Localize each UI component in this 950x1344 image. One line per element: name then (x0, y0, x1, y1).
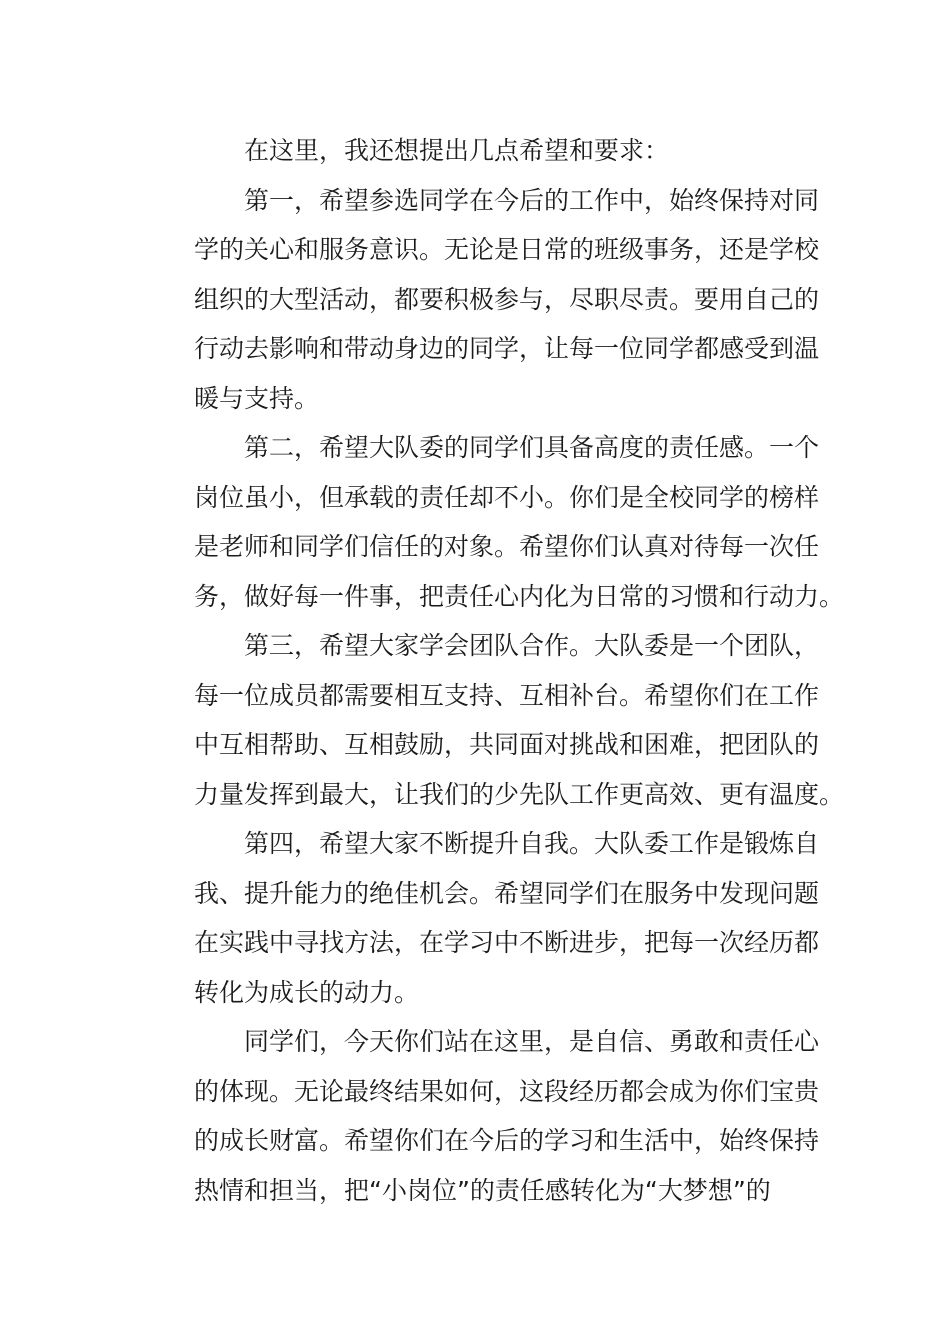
text-line: 中互相帮助、互相鼓励，共同面对挑战和困难，把团队的 (194, 730, 820, 759)
paragraph-first-hope (144, 176, 820, 424)
text-line: 行动去影响和带动身边的同学，让每一位同学都感受到温 (194, 334, 820, 363)
text-line: 组织的大型活动，都要积极参与，尽职尽责。要用自己的 (194, 284, 820, 314)
paragraph-second-hope (144, 423, 845, 621)
text-line: 务，做好每一件事，把责任心内化为日常的习惯和行动力。 (194, 581, 845, 611)
text-line: 第二，希望大队委的同学们具备高度的责任感。一个 (244, 433, 820, 462)
text-line: 第一，希望参选同学在今后的工作中，始终保持对同 (244, 185, 820, 215)
text-line: 同学们，今天你们站在这里，是自信、勇敢和责任心 (244, 1027, 820, 1056)
text-line: 是老师和同学们信任的对象。希望你们认真对待每一次任 (194, 532, 820, 561)
paragraph-fourth-hope (144, 819, 820, 1017)
text-line: 的体现。无论最终结果如何，这段经历都会成为你们宝贵 (194, 1076, 820, 1106)
text-line: 在这里，我还想提出几点希望和要求： (244, 136, 670, 165)
text-line: 在实践中寻找方法，在学习中不断进步，把每一次经历都 (194, 928, 820, 957)
text-line: 岗位虽小，但承载的责任却不小。你们是全校同学的榜样 (194, 482, 820, 512)
paragraph-intro (144, 126, 806, 176)
text-line: 暖与支持。 (194, 383, 320, 413)
text-line: 转化为成长的动力。 (194, 977, 420, 1007)
text-line: 学的关心和服务意识。无论是日常的班级事务，还是学校 (194, 235, 820, 264)
text-line: 我、提升能力的绝佳机会。希望同学们在服务中发现问题 (194, 878, 820, 908)
text-line: 力量发挥到最大，让我们的少先队工作更高效、更有温度。 (194, 779, 845, 809)
text-line: 第四，希望大家不断提升自我。大队委工作是锻炼自 (244, 829, 820, 858)
text-line: 热情和担当，把“小岗位”的责任感转化为“大梦想”的 (194, 1175, 771, 1205)
text-line: 的成长财富。希望你们在今后的学习和生活中，始终保持 (194, 1126, 820, 1155)
text-line: 每一位成员都需要相互支持、互相补台。希望你们在工作 (194, 680, 820, 710)
paragraph-closing (144, 1017, 820, 1215)
text-line: 第三，希望大家学会团队合作。大队委是一个团队， (244, 631, 820, 660)
document-body (144, 126, 845, 1215)
paragraph-third-hope (144, 621, 845, 819)
